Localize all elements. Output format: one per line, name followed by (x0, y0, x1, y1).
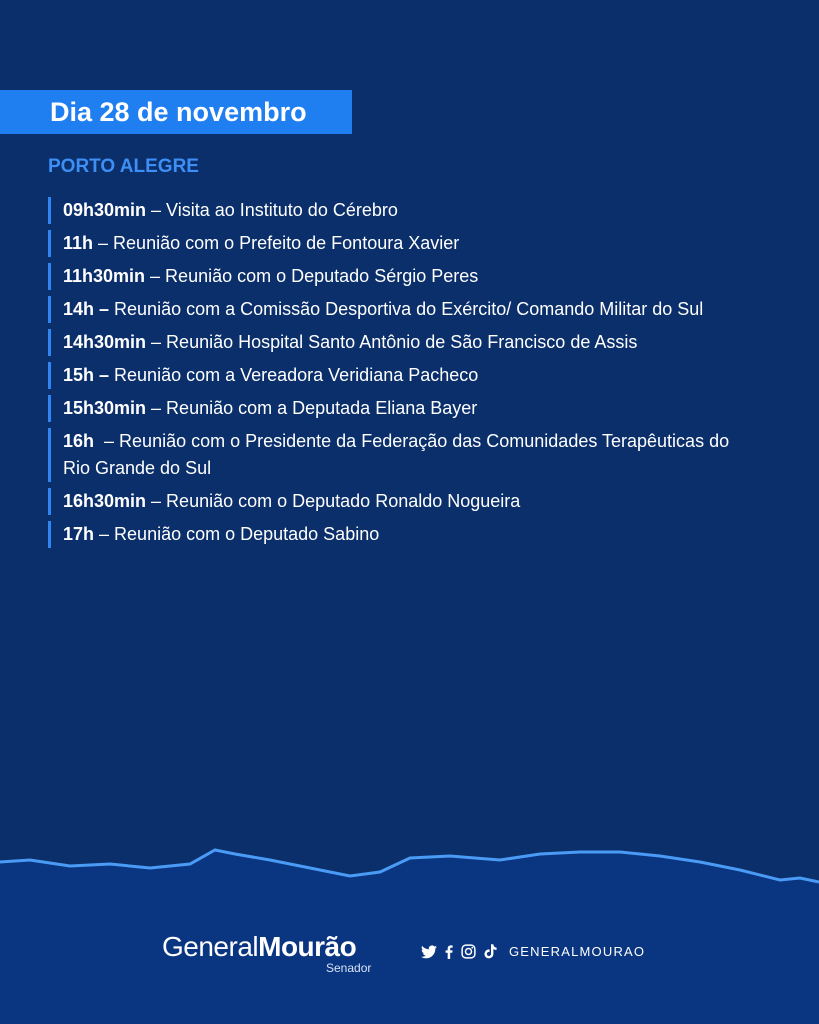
schedule-description: – Reunião com o Deputado Sabino (94, 524, 380, 544)
schedule-time: 15h – (63, 365, 110, 385)
schedule-time: 15h30min (63, 398, 147, 418)
schedule-description: – Reunião com o Deputado Ronaldo Nogueira (146, 491, 521, 511)
schedule-item (48, 362, 808, 389)
schedule-time: 14h30min (63, 332, 147, 352)
schedule-description: – Visita ao Instituto do Cérebro (146, 200, 398, 220)
schedule-description: Reunião com a Vereadora Veridiana Pacheco (109, 365, 479, 385)
logo-light-text: General (162, 931, 259, 962)
mountain-silhouette (0, 840, 819, 1024)
schedule-item (48, 296, 808, 323)
mountain-shape (0, 850, 819, 1024)
schedule-time: 11h (63, 233, 94, 253)
schedule-time: 17h (63, 524, 95, 544)
schedule-item (48, 197, 808, 224)
schedule-description: Reunião com a Comissão Desportiva do Exército/ Comando Militar do Sul (109, 299, 704, 319)
social-links (421, 944, 645, 959)
schedule-item (48, 329, 808, 356)
page-title: Dia 28 de novembro (50, 97, 307, 127)
schedule-time: 11h30min (63, 266, 146, 286)
schedule-item (48, 521, 808, 548)
schedule-item (48, 263, 808, 290)
schedule-time: 16h (63, 431, 95, 451)
tiktok-icon[interactable] (484, 944, 497, 959)
brand-logo (162, 930, 356, 964)
schedule-item (48, 488, 808, 515)
schedule-item (48, 395, 808, 422)
city-heading: PORTO ALEGRE (48, 156, 199, 177)
schedule-time: 16h30min (63, 491, 147, 511)
instagram-icon[interactable] (461, 944, 476, 959)
schedule-description: – Reunião com o Deputado Sérgio Peres (145, 266, 479, 286)
twitter-icon[interactable] (421, 945, 437, 959)
schedule-item (48, 428, 743, 482)
schedule-item (48, 230, 808, 257)
logo-subtitle: Senador (326, 961, 372, 975)
schedule-description: – Reunião com o Prefeito de Fontoura Xavier (93, 233, 460, 253)
schedule-time: 09h30min (63, 200, 147, 220)
schedule-time: 14h – (63, 299, 110, 319)
facebook-icon[interactable] (445, 945, 453, 959)
schedule-description: – Reunião com o Presidente da Federação das Comunidades Terapêuticas do Rio Grande do Sul (63, 431, 735, 478)
social-handle[interactable]: GENERALMOURAO (509, 944, 646, 959)
schedule-description: – Reunião Hospital Santo Antônio de São Francisco de Assis (146, 332, 638, 352)
schedule-description: – Reunião com a Deputada Eliana Bayer (146, 398, 478, 418)
logo-bold-text: Mourão (258, 931, 357, 962)
schedule-list (48, 197, 808, 554)
